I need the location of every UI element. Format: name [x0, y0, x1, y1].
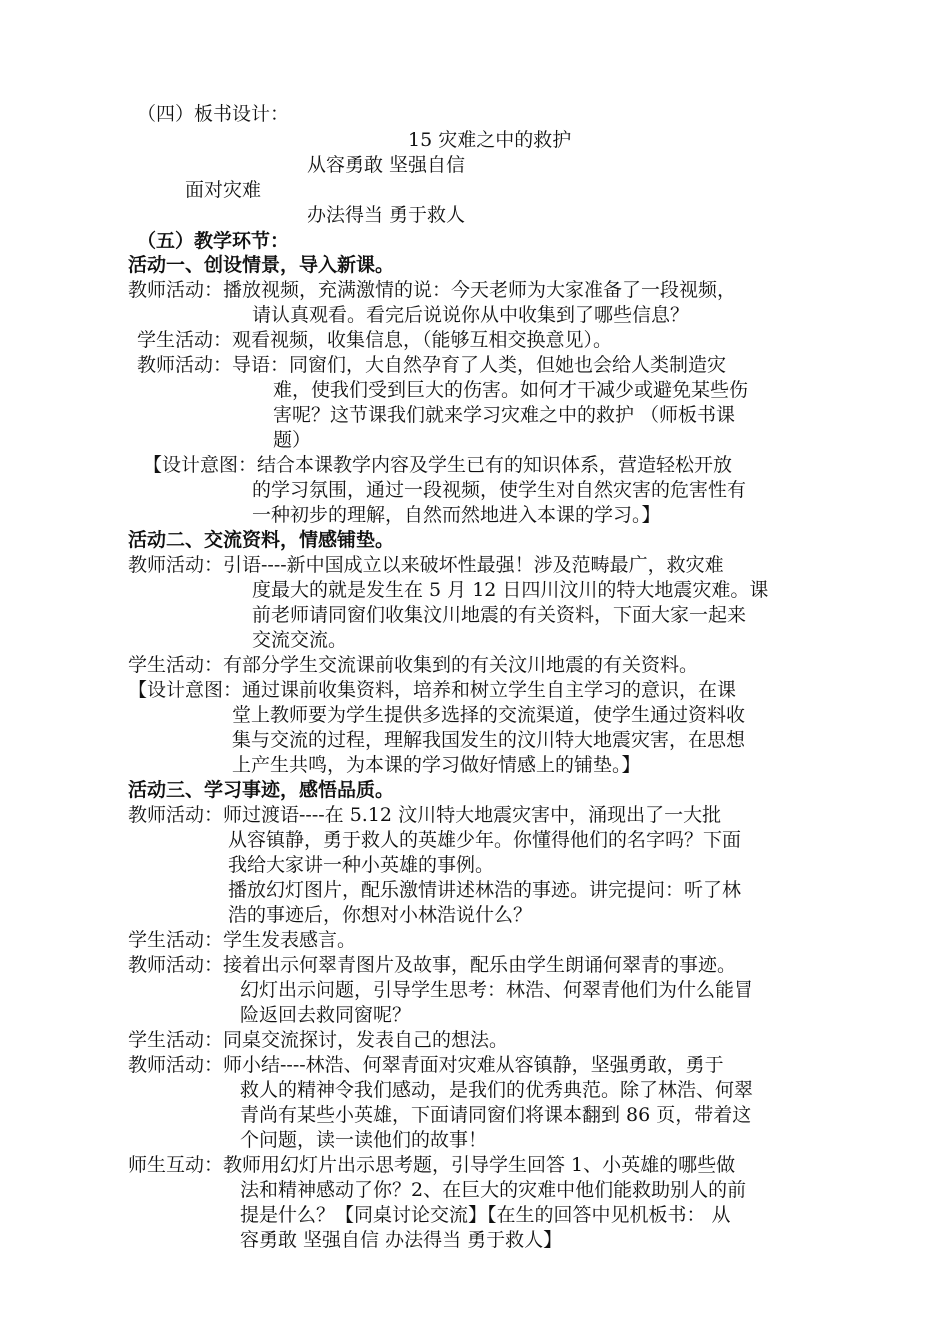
paragraph-line: 提是什么？【同桌讨论交流】【在生的回答中见机板书： 从 — [240, 1204, 731, 1226]
paragraph-line: 请认真观看。看完后说说你从中收集到了哪些信息？ — [252, 304, 690, 326]
paragraph-line: 个问题，读一读他们的故事！ — [240, 1129, 488, 1151]
paragraph-line: 交流交流。 — [252, 629, 348, 651]
activity-3-title: 活动三、学习事迹，感悟品质。 — [128, 779, 395, 801]
paragraph-line: 害呢？这节课我们就来学习灾难之中的救护 （师板书课 — [273, 404, 736, 426]
paragraph-line: 教师活动：师小结----林浩、何翠青面对灾难从容镇静，坚强勇敢，勇于 — [128, 1054, 724, 1076]
paragraph-line: 学生活动：同桌交流探讨，发表自己的想法。 — [128, 1029, 509, 1051]
paragraph-line: 救人的精神令我们感动，是我们的优秀典范。除了林浩、何翠 — [240, 1079, 754, 1101]
paragraph-line: 浩的事迹后，你想对小林浩说什么？ — [228, 904, 533, 926]
paragraph-line: 幻灯出示问题，引导学生思考：林浩、何翠青他们为什么能冒 — [240, 979, 754, 1001]
board-heading: （四）板书设计： — [137, 103, 290, 125]
design-intent-line: 上产生共鸣，为本课的学习做好情感上的铺垫。】 — [232, 754, 641, 776]
paragraph-line: 题） — [273, 429, 312, 451]
design-intent-line: 【设计意图：结合本课教学内容及学生已有的知识体系，营造轻松开放 — [143, 454, 733, 476]
design-intent-line: 集与交流的过程，理解我国发生的汶川特大地震灾害，在思想 — [232, 729, 746, 751]
paragraph-line: 容勇敢 坚强自信 办法得当 勇于救人】 — [240, 1229, 563, 1251]
paragraph-line: 我给大家讲一种小英雄的事例。 — [228, 854, 495, 876]
paragraph-line: 学生活动：学生发表感言。 — [128, 929, 357, 951]
paragraph-line: 难，使我们受到巨大的伤害。如何才干减少或避免某些伤 — [273, 379, 749, 401]
paragraph-line: 教师活动：引语----新中国成立以来破坏性最强！涉及范畴最广，救灾难 — [128, 554, 724, 576]
paragraph-line: 学生活动：观看视频，收集信息，（能够互相交换意见）。 — [137, 329, 613, 351]
design-intent-line: 一种初步的理解，自然而然地进入本课的学习。】 — [252, 504, 661, 526]
board-title: 15 灾难之中的救护 — [408, 129, 572, 151]
board-left-label: 面对灾难 — [185, 179, 262, 201]
paragraph-line: 播放幻灯图片，配乐激情讲述林浩的事迹。讲完提问：听了林 — [228, 879, 742, 901]
paragraph-line: 青尚有某些小英雄，下面请同窗们将课本翻到 86 页，带着这 — [240, 1104, 752, 1126]
section-5-heading: （五）教学环节： — [137, 230, 290, 252]
paragraph-line: 学生活动：有部分学生交流课前收集到的有关汶川地震的有关资料。 — [128, 654, 699, 676]
design-intent-line: 堂上教师要为学生提供多选择的交流渠道，使学生通过资料收 — [232, 704, 746, 726]
paragraph-line: 教师活动：播放视频，充满激情的说：今天老师为大家准备了一段视频， — [128, 279, 737, 301]
paragraph-line: 师生互动：教师用幻灯片出示思考题，引导学生回答 1、小英雄的哪些做 — [128, 1154, 736, 1176]
activity-2-title: 活动二、交流资料，情感铺垫。 — [128, 529, 395, 551]
paragraph-line: 法和精神感动了你？2、在巨大的灾难中他们能救助别人的前 — [240, 1179, 747, 1201]
paragraph-line: 教师活动：师过渡语----在 5.12 汶川特大地震灾害中，涌现出了一大批 — [128, 804, 722, 826]
paragraph-line: 教师活动：接着出示何翠青图片及故事，配乐由学生朗诵何翠青的事迹。 — [128, 954, 737, 976]
activity-1-title: 活动一、创设情景，导入新课。 — [128, 254, 395, 276]
paragraph-line: 前老师请同窗们收集汶川地震的有关资料，下面大家一起来 — [252, 604, 747, 626]
paragraph-line: 从容镇静，勇于救人的英雄少年。你懂得他们的名字吗？下面 — [228, 829, 742, 851]
paragraph-line: 教师活动：导语：同窗们，大自然孕育了人类，但她也会给人类制造灾 — [137, 354, 727, 376]
board-row-1: 从容勇敢 坚强自信 — [307, 154, 466, 176]
board-row-2: 办法得当 勇于救人 — [307, 204, 466, 226]
paragraph-line: 度最大的就是发生在 5 月 12 日四川汶川的特大地震灾难。课 — [252, 579, 769, 601]
design-intent-line: 【设计意图：通过课前收集资料，培养和树立学生自主学习的意识，在课 — [128, 679, 737, 701]
paragraph-line: 险返回去救同窗呢？ — [240, 1004, 412, 1026]
design-intent-line: 的学习氛围，通过一段视频，使学生对自然灾害的危害性有 — [252, 479, 747, 501]
